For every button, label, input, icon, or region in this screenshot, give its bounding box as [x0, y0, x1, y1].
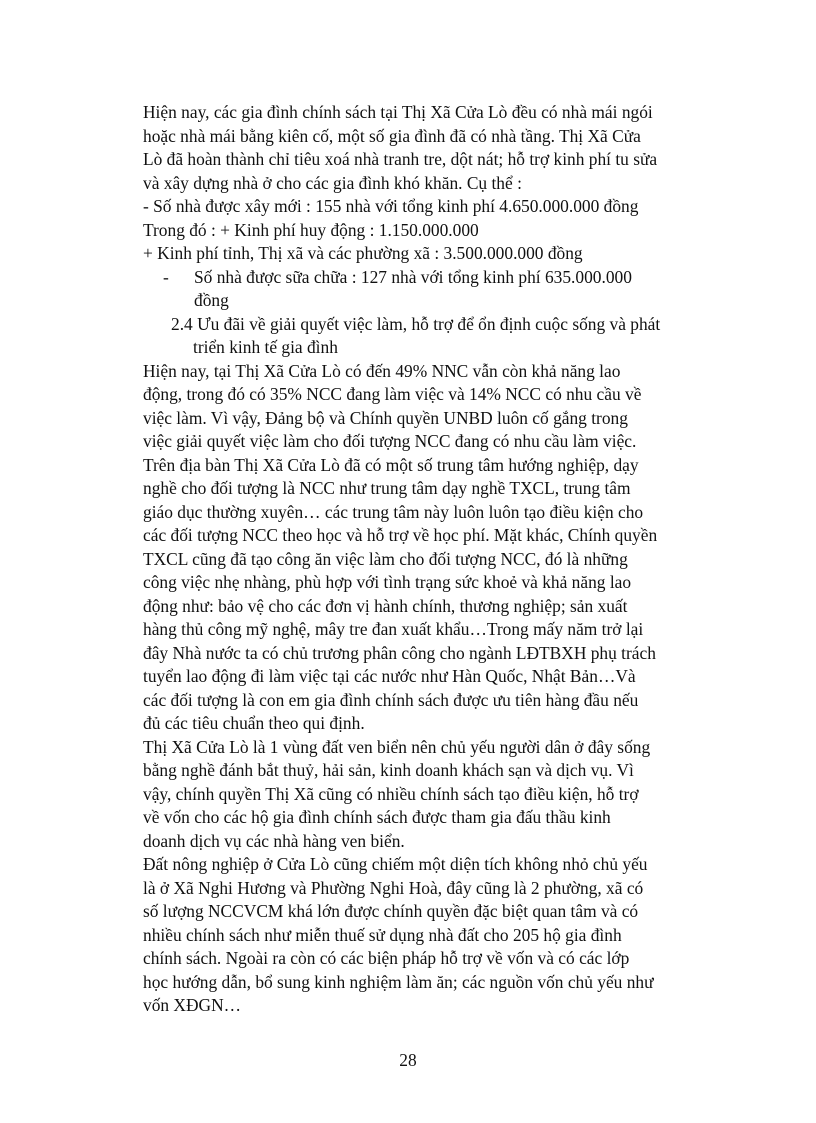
text-line: việc làm. Vì vậy, Đảng bộ và Chính quyền UNBD luôn cố gắng trong: [143, 407, 628, 428]
page-number: 28: [399, 1050, 417, 1070]
text-line: động, trong đó có 35% NCC đang làm việc và 14% NCC có nhu cầu về: [143, 384, 642, 404]
text-line: Hiện nay, các gia đình chính sách tại Thị Xã Cửa Lò đều có nhà mái ngói: [143, 102, 653, 122]
text-line: hoặc nhà mái bằng kiên cố, một số gia đình đã có nhà tầng. Thị Xã Cửa: [143, 125, 641, 146]
text-line: hàng thủ công mỹ nghệ, mây tre đan xuất khẩu…Trong mấy năm trở lại: [143, 619, 644, 639]
text-line: vậy, chính quyền Thị Xã cũng có nhiều chính sách tạo điều kiện, hỗ trợ: [143, 783, 639, 804]
section-heading: 2.4 Ưu đãi về giải quyết việc làm, hỗ trợ để ổn định cuộc sống và phát: [171, 313, 661, 334]
text-line: động như: bảo vệ cho các đơn vị hành chính, thương nghiệp; sản xuất: [143, 595, 628, 616]
section-heading-cont: triển kinh tế gia đình: [193, 337, 338, 357]
text-line: Số nhà được sữa chữa : 127 nhà với tổng kinh phí 635.000.000: [194, 266, 632, 287]
text-line: bằng nghề đánh bắt thuỷ, hải sản, kinh doanh khách sạn và dịch vụ. Vì: [143, 760, 634, 780]
text-line: + Kinh phí tỉnh, Thị xã và các phường xã : 3.500.000.000 đồng: [143, 243, 583, 263]
text-line: Đất nông nghiệp ở Cửa Lò cũng chiếm một diện tích không nhỏ chủ yếu: [143, 854, 648, 874]
text-line: số lượng NCCVCM khá lớn được chính quyền đặc biệt quan tâm và có: [143, 901, 639, 921]
text-line: - Số nhà được xây mới : 155 nhà với tổng kinh phí 4.650.000.000 đồng: [143, 196, 639, 216]
text-line: Trong đó : + Kinh phí huy động : 1.150.000.000: [143, 219, 479, 240]
text-line: đây Nhà nước ta có chủ trương phân công cho ngành LĐTBXH phụ trách: [143, 642, 656, 663]
text-line: vốn XĐGN…: [143, 995, 242, 1015]
text-line: giáo dục thường xuyên… các trung tâm này luôn luôn tạo điều kiện cho: [143, 501, 644, 522]
text-line: doanh dịch vụ các nhà hàng ven biển.: [143, 830, 405, 851]
text-line: về vốn cho các hộ gia đình chính sách được tham gia đấu thầu kinh: [143, 807, 611, 827]
bullet-mark: -: [163, 266, 169, 287]
text-line: nhiều chính sách như miễn thuế sử dụng nhà đất cho 205 hộ gia đình: [143, 924, 622, 945]
text-line: nghề cho đối tượng là NCC như trung tâm dạy nghề TXCL, trung tâm: [143, 478, 631, 498]
text-line: các đối tượng NCC theo học và hỗ trợ về học phí. Mặt khác, Chính quyền: [143, 525, 658, 545]
document-body: [143, 101, 703, 1018]
text-line: tuyển lao động đi làm việc tại các nước như Hàn Quốc, Nhật Bản…Và: [143, 666, 636, 686]
text-line: học hướng dẫn, bổ sung kinh nghiệm làm ăn; các nguồn vốn chủ yếu như: [143, 971, 654, 992]
text-line: là ở Xã Nghi Hương và Phường Nghi Hoà, đây cũng là 2 phường, xã có: [143, 877, 644, 898]
text-line: các đối tượng là con em gia đình chính sách được ưu tiên hàng đầu nếu: [143, 689, 639, 710]
text-line: và xây dựng nhà ở cho các gia đình khó khăn. Cụ thể :: [143, 172, 522, 193]
text-line: đồng: [194, 290, 229, 310]
bullet-item: [143, 266, 703, 290]
text-line: Thị Xã Cửa Lò là 1 vùng đất ven biển nên chủ yếu người dân ở đây sống: [143, 736, 651, 757]
text-line: Trên địa bàn Thị Xã Cửa Lò đã có một số trung tâm hướng nghiệp, dạy: [143, 454, 639, 475]
text-line: Hiện nay, tại Thị Xã Cửa Lò có đến 49% NNC vẫn còn khả năng lao: [143, 360, 621, 381]
text-line: Lò đã hoàn thành chỉ tiêu xoá nhà tranh tre, dột nát; hỗ trợ kinh phí tu sửa: [143, 149, 658, 169]
text-line: việc giải quyết việc làm cho đối tượng NCC đang có nhu cầu làm việc.: [143, 431, 637, 451]
text-line: đủ các tiêu chuẩn theo qui định.: [143, 713, 365, 733]
text-line: TXCL cũng đã tạo công ăn việc làm cho đối tượng NCC, đó là những: [143, 548, 628, 569]
text-line: chính sách. Ngoài ra còn có các biện pháp hỗ trợ về vốn và có các lớp: [143, 948, 630, 968]
text-line: công việc nhẹ nhàng, phù hợp với tình trạng sức khoẻ và khả năng lao: [143, 572, 632, 592]
